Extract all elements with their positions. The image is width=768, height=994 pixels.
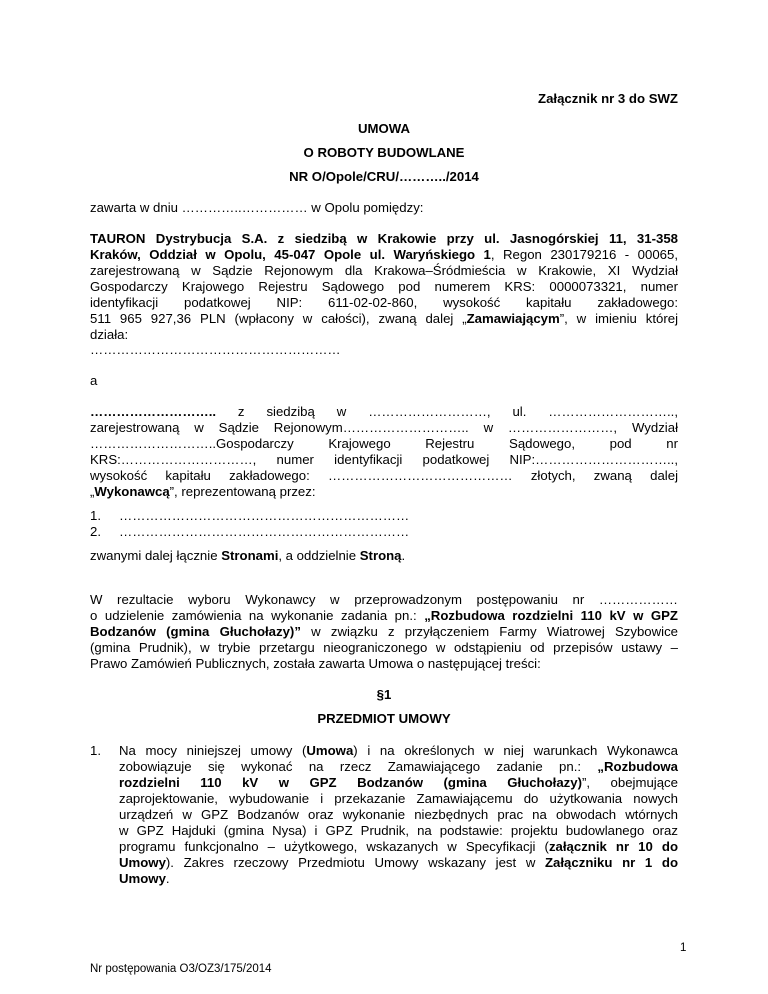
party2-line: KRS:…………………………, numer identyfikacji podatkowej NIP:………………………….., (90, 452, 678, 467)
item-line: rozdzielni 110 kV w GPZ Bodzanów (gmina Głuchołazy)”, obejmujące (119, 775, 678, 790)
party1-line: zarejestrowaną w Sądzie Rejonowym dla Krakowa–Śródmieścia w Krakowie, XI Wydział (90, 263, 678, 278)
party1-line: Kraków, Oddział w Opolu, 45-047 Opole ul. Waryńskiego 1, Regon 230179216 - 00065, (90, 247, 678, 262)
item-line: zaprojektowanie, wybudowanie i przekazanie Zamawiającemu do użytkowania nowych (119, 791, 678, 806)
footer-reference: Nr postępowania O3/OZ3/175/2014 (90, 963, 272, 975)
item-line: Umowy). Zakres rzeczowy Przedmiotu Umowy wskazany jest w Załączniku nr 1 do (119, 855, 678, 870)
party1-line: działa: (90, 327, 129, 342)
page-number: 1 (680, 942, 687, 954)
result-line: Bodzanów (gmina Głuchołazy)” w związku z przyłączeniem Farmy Wiatrowej Szybowice (90, 624, 678, 639)
result-line: W rezultacie wyboru Wykonawcy w przeprowadzonym postępowaniu nr ……………… (90, 592, 678, 607)
party1-line: TAURON Dystrybucja S.A. z siedzibą w Krakowie przy ul. Jasnogórskiej 11, 31-358 (90, 231, 678, 246)
rep-number: 2. (90, 524, 101, 539)
party2-line: wysokość kapitału zakładowego: …………………………………… złotych, zwaną dalej (90, 468, 678, 483)
rep-line: ………………………………………………………… (119, 508, 410, 523)
attachment-label: Załącznik nr 3 do SWZ (538, 91, 678, 106)
party2-line: „Wykonawcą”, reprezentowaną przez: (90, 484, 316, 499)
rep-line: ………………………………………………………… (119, 524, 410, 539)
rep-number: 1. (90, 508, 101, 523)
title-number: NR O/Opole/CRU/………../2014 (289, 169, 479, 184)
party1-line: Gospodarczy Krajowego Rejestru Sądowego pod numerem KRS: 0000073321, numer (90, 279, 678, 294)
result-line: (gmina Prudnik), w trybie przetargu nieograniczonego w odstąpieniu od przepisów ustawy – (90, 640, 678, 655)
party2-line: ………………………..Gospodarczy Krajowego Rejestru Sądowego, pod nr (90, 436, 678, 451)
title-umowa: UMOWA (357, 121, 410, 136)
item-line: urządzeń w GPZ Bodzanów oraz wykonanie niezbędnych prac na obwodach wtórnych (119, 807, 678, 822)
intro-line: zawarta w dniu …………..…………… w Opolu pomiędzy: (90, 200, 424, 215)
together-line: zwanymi dalej łącznie Stronami, a oddzielnie Stroną. (90, 548, 406, 563)
result-line: Prawo Zamówień Publicznych, została zawarta Umowa o następującej treści: (90, 656, 541, 671)
item-line: Na mocy niniejszej umowy (Umowa) i na określonych w niej warunkach Wykonawca (119, 743, 678, 758)
item-number: 1. (90, 743, 101, 758)
item-line: zobowiązuje się wykonać na rzecz Zamawiającego zadanie pn.: „Rozbudowa (119, 759, 678, 774)
party1-representative: ………………………………………………… (90, 342, 341, 357)
party2-line: zarejestrowaną w Sądzie Rejonowym……………………….. w ……………………, Wydział (90, 420, 678, 435)
conjunction-a: a (90, 373, 98, 388)
item-line: Umowy. (119, 871, 170, 886)
party1-line: identyfikacji podatkowej NIP: 611-02-02-860, wysokość kapitału zakładowego: (90, 295, 678, 310)
title-subject: O ROBOTY BUDOWLANE (303, 145, 465, 160)
document-page (90, 0, 678, 994)
item-line: w GPZ Hajduki (gmina Nysa) i GPZ Prudnik, na podstawie: projektu budowlanego oraz (119, 823, 678, 838)
section-heading: PRZEDMIOT UMOWY (317, 711, 451, 726)
section-number: §1 (376, 687, 392, 702)
party2-line: ……………………….. z siedzibą w ………………………, ul. ……………………….., (90, 404, 678, 419)
item-line: programu funkcjonalno – użytkowego, wskazanych w Specyfikacji (załącznik nr 10 do (119, 839, 678, 854)
result-line: o udzielenie zamówienia na wykonanie zadania pn.: „Rozbudowa rozdzielni 110 kV w GPZ (90, 608, 678, 623)
party1-line: 511 965 927,36 PLN (wpłacony w całości), zwaną dalej „Zamawiającym”, w imieniu której (90, 311, 678, 326)
